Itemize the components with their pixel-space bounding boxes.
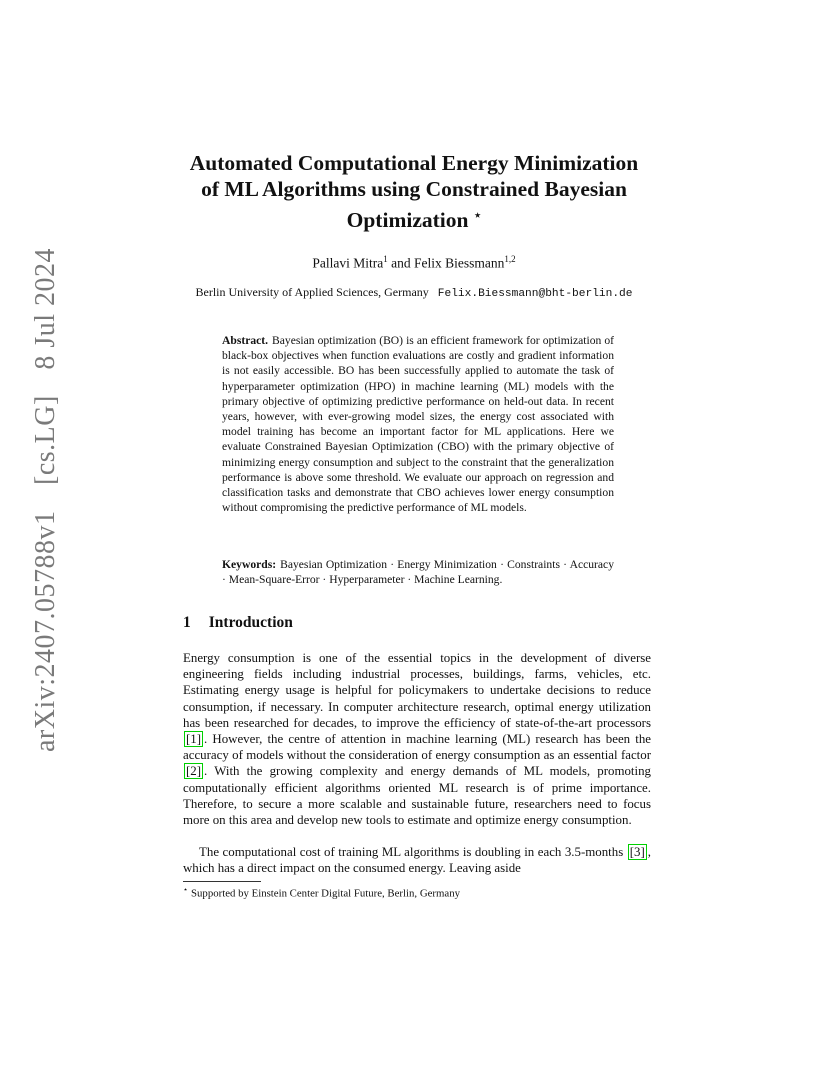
citation-1-number: 1	[190, 732, 197, 747]
footnote-mark: ⋆	[183, 885, 189, 894]
citation-link-2[interactable]: [2]	[186, 764, 202, 779]
author-2-affil: 1,2	[504, 254, 516, 264]
intro-paragraph-1	[183, 650, 651, 828]
intro-p1-part-a: Energy consumption is one of the essential topics in the development of diverse engineering fields including industrial processes, buildings, farms, vehicles, etc. Estimating energy usage is helpful for policymakers to undertake decisions to reduce consumption, if necessary. In computer architecture research, optimal energy utilization has been researched for decades, to improve the efficiency of state-of-the-art processors	[183, 651, 651, 730]
keywords	[222, 557, 614, 587]
section-title: Introduction	[208, 614, 293, 631]
section-heading	[183, 614, 293, 632]
citation-link-3[interactable]: [3]	[629, 845, 645, 859]
section-number: 1	[183, 614, 191, 631]
abstract-text: Bayesian optimization (BO) is an efficient framework for optimization of black-box objectives when function evaluations are costly and gradient information is not easily accessible. BO has been successfully applied to automate the task of hyperparameter optimization (HPO) in machine learning (ML) models with the primary objective of optimizing predictive performance on held-out data. In recent years, however, with ever-growing model sizes, the energy cost associated with model training has become an important factor for ML applications. Here we evaluate Constrained Bayesian Optimization (CBO) with the primary objective of minimizing energy consumption and subject to the constraint that the generalization performance is above some threshold. We evaluate our approach on regression and classification tasks and demonstrate that CBO achieves lower energy consumption without compromising the predictive performance of ML models.	[222, 334, 614, 515]
footnote-text: Supported by Einstein Center Digital Future, Berlin, Germany	[191, 887, 460, 900]
keywords-text: Bayesian Optimization · Energy Minimization · Constraints · Accuracy · Mean-Square-Error · Hyperparameter · Machine Learning.	[222, 558, 614, 587]
intro-p1-part-c: . With the growing complexity and energy demands of ML models, promoting computationally efficient algorithms oriented ML research is of prime importance. Therefore, to secure a more scalable and sustainable future, researchers need to focus more on this area and develop new tools to estimate and optimize energy consumption.	[183, 764, 651, 828]
title-line-2: of ML Algorithms using Constrained Bayesian	[201, 177, 627, 201]
title-line-3-text: Optimization	[346, 208, 469, 233]
author-1-affil: 1	[383, 254, 388, 264]
author-2: Felix Biessmann	[414, 255, 505, 271]
affiliation	[150, 285, 678, 300]
citation-3-number: 3	[634, 845, 641, 859]
keywords-label: Keywords:	[222, 558, 277, 571]
title-line-3	[150, 202, 678, 233]
arxiv-identifier-stamp	[30, 230, 62, 752]
arxiv-id: arXiv:2407.05788v1	[30, 510, 61, 752]
affiliation-text: Berlin University of Applied Sciences, Germany	[195, 285, 429, 299]
title-line-1: Automated Computational Energy Minimization	[189, 151, 639, 175]
intro-paragraph-2	[183, 844, 651, 876]
arxiv-date: 8 Jul 2024	[30, 247, 61, 370]
footnote	[183, 885, 460, 900]
title-footnote-mark: ⋆	[473, 208, 482, 222]
citation-2-number: 2	[190, 764, 197, 779]
author-list	[150, 254, 678, 272]
citation-link-1[interactable]: [1]	[186, 732, 202, 747]
author-1: Pallavi Mitra	[312, 255, 384, 271]
intro-p1-part-b: . However, the centre of attention in machine learning (ML) research has been the accuracy of models without the consideration of energy consumption as an essential factor	[183, 732, 651, 763]
abstract	[222, 333, 614, 515]
footnote-divider	[183, 881, 261, 882]
author-connector: and	[391, 255, 411, 271]
arxiv-category: [cs.LG]	[30, 395, 61, 485]
intro-p2-part-b: , which has a direct impact on the consumed energy. Leaving aside	[183, 845, 651, 876]
intro-p2-part-a: The computational cost of training ML algorithms is doubling in each 3.5-months	[199, 845, 624, 859]
abstract-label: Abstract.	[222, 334, 269, 347]
paper-title	[150, 150, 678, 233]
author-email[interactable]: Felix.Biessmann@bht-berlin.de	[437, 288, 633, 300]
